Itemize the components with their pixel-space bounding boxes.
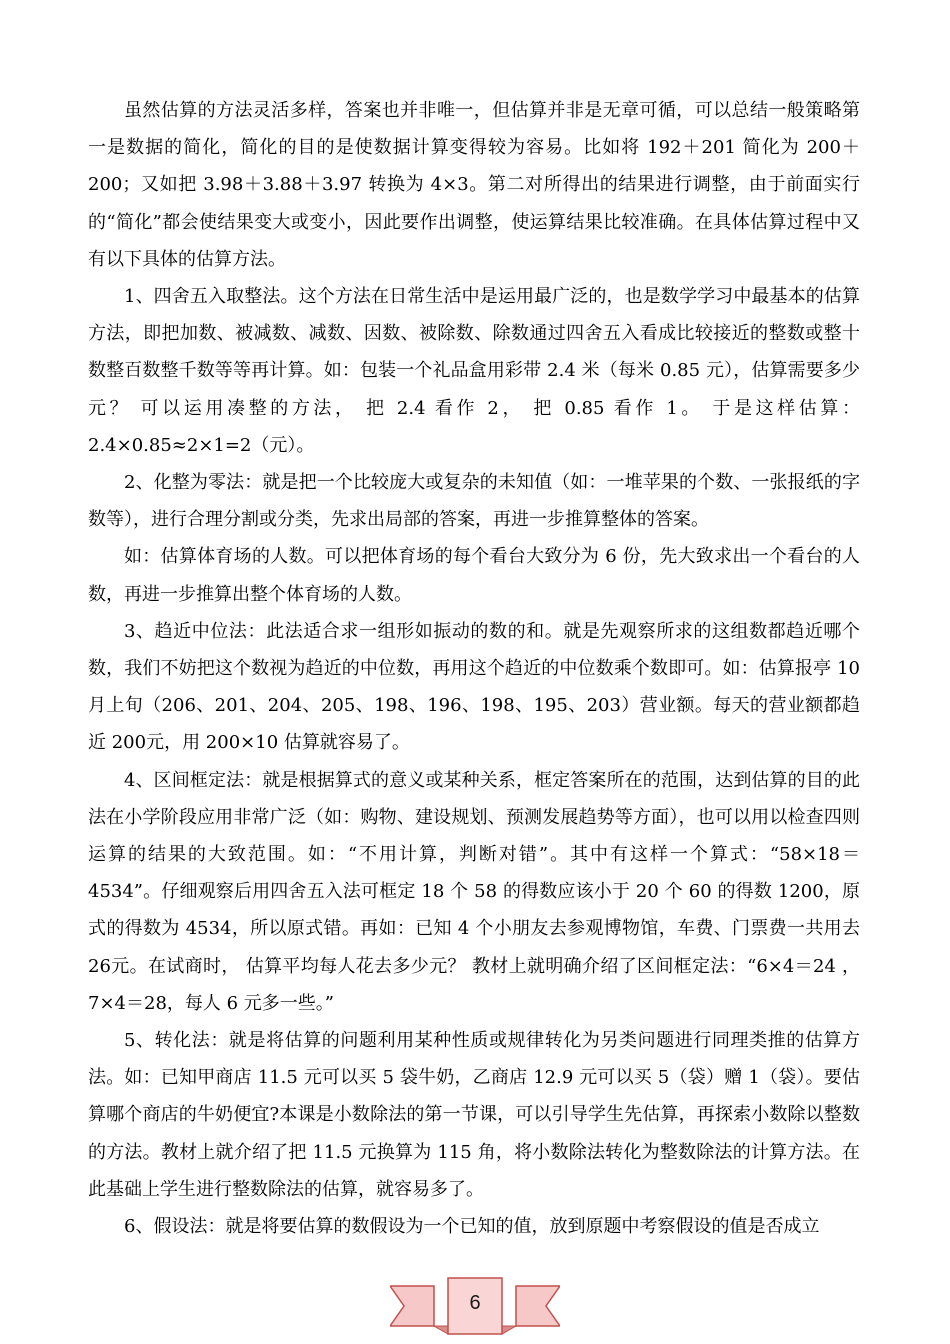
paragraph-decompose-method: 2、化整为零法：就是把一个比较庞大或复杂的未知值（如：一堆苹果的个数、一张报纸的字数等），进行合理分割或分类，先求出局部的答案，再进一步推算整体的答案。 xyxy=(88,472,860,531)
paragraph-transform-method: 5、转化法：就是将估算的问题利用某种性质或规律转化为另类问题进行同理类推的估算方法。如：已知甲商店 11.5 元可以买 5 袋牛奶，乙商店 12.9 元可以买 5（袋）赠 1（袋）。要估算哪个商店的牛奶便宜?本课是小数除法的第一节课，可以引导学生先估算，再探索小数除以整数的方法。教材上就介绍了把 11.5 元换算为 115 角，将小数除法转化为整数除法的计算方法。在此基础上学生进行整数除法的估算，就容易多了。 xyxy=(88,1030,860,1200)
paragraph-intro: 虽然估算的方法灵活多样，答案也并非唯一，但估算并非是无章可循，可以总结一般策略第一是数据的简化，简化的目的是使数据计算变得较为容易。比如将 192＋201 简化为 200＋200；又如把 3.98＋3.88＋3.97 转换为 4×3。第二对所得出的结果进行调整，由于前面实行的“简化”都会使结果变大或变小，因此要作出调整，使运算结果比较准确。在具体估算过程中又有以下具体的估算方法。 xyxy=(88,100,860,270)
paragraph-assumption-method: 6、假设法：就是将要估算的数假设为一个已知的值，放到原题中考察假设的值是否成立 xyxy=(124,1216,820,1238)
paragraph-median-method: 3、趋近中位法：此法适合求一组形如振动的数的和。就是先观察所求的这组数都趋近哪个数，我们不妨把这个数视为趋近的中位数，再用这个趋近的中位数乘个数即可。如：估算报亭 10 月上旬（206、201、204、205、198、196、198、195、203）营业额。每天的营业额都趋近 200元，用 200×10 估算就容易了。 xyxy=(88,620,860,754)
page-footer xyxy=(0,1274,950,1344)
paragraph-rounding-method: 1、四舍五入取整法。这个方法在日常生活中是运用最广泛的，也是数学学习中最基本的估算方法，即把加数、被减数、减数、因数、被除数、除数通过四舍五入看成比较接近的整数或整十数整百数整千数等等再计算。如：包装一个礼品盒用彩带 2.4 米（每米 0.85 元），估算需要多少元？ 可以运用凑整的方法， 把 2.4 看作 2， 把 0.85 看作 1。 于是这样估算：2.4×0.85≈2×1=2（元）。 xyxy=(88,286,860,456)
paragraph-decompose-example: 如：估算体育场的人数。可以把体育场的每个看台大致分为 6 份，先大致求出一个看台的人数，再进一步推算出整个体育场的人数。 xyxy=(88,546,860,605)
page-number: 6 xyxy=(469,1292,481,1314)
document-body xyxy=(88,92,860,1245)
paragraph-interval-method: 4、区间框定法：就是根据算式的意义或某种关系，框定答案所在的范围，达到估算的目的此法在小学阶段应用非常广泛（如：购物、建设规划、预测发展趋势等方面），也可以用以检查四则运算的结果的大致范围。如：“不用计算，判断对错”。其中有这样一个算式：“58×18＝4534”。仔细观察后用四舍五入法可框定 18 个 58 的得数应该小于 20 个 60 的得数 1200，原式的得数为 4534，所以原式错。再如：已知 4 个小朋友去参观博物馆，车费、门票费一共用去 26元。在试商时， 估算平均每人花去多少元？ 教材上就明确介绍了区间框定法：“6×4＝24 ，7×4＝28，每人 6 元多一些。” xyxy=(88,769,860,1014)
